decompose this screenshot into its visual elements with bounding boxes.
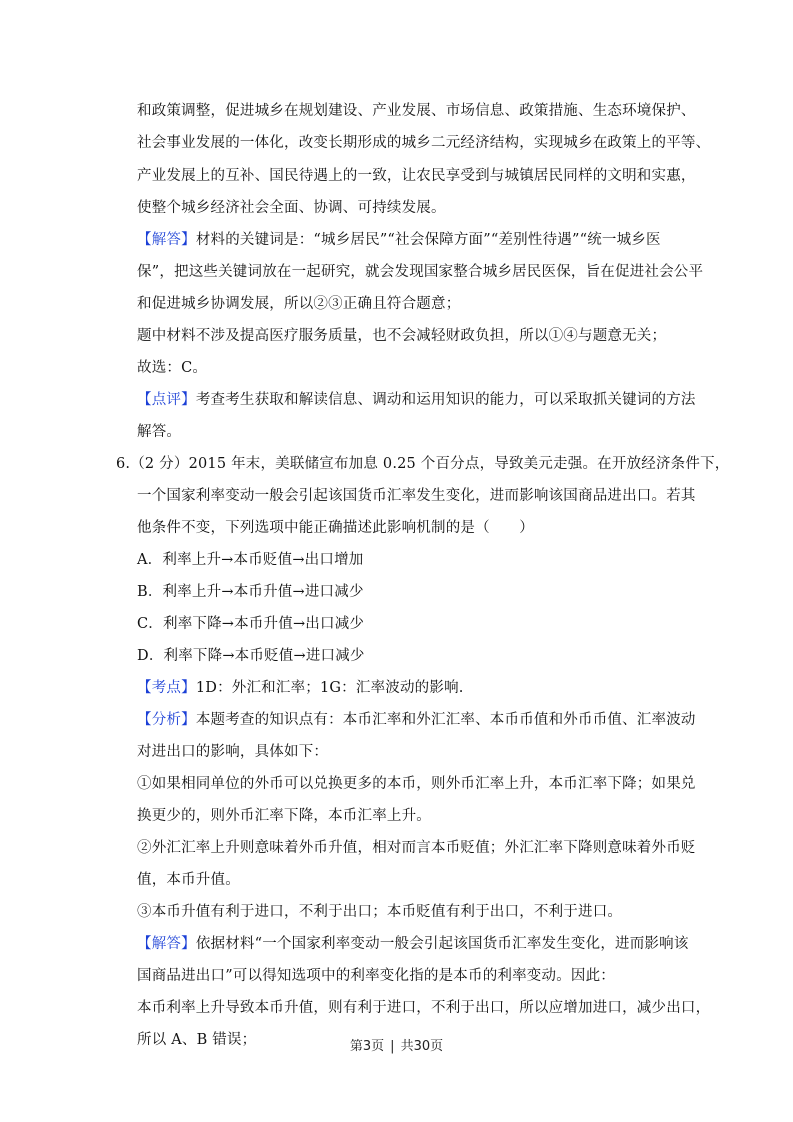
q5-comment-line-1 xyxy=(137,390,696,410)
q6-stem-line-1: 6.（2 分）2015 年末，美联储宣布加息 0.25 个百分点，导致美元走强。在开放经济条件下， xyxy=(116,456,730,472)
q5-answer-text-1: 材料的关键词是：“城乡居民”“社会保障方面”“差别性待遇”“统一城乡医 xyxy=(195,232,661,248)
intro-line-1: 和政策调整，促进城乡在规划建设、产业发展、市场信息、政策措施、生态环境保护、 xyxy=(137,103,696,119)
intro-line-4: 使整个城乡经济社会全面、协调、可持续发展。 xyxy=(137,200,446,216)
q6-analysis-text-1: 本题考查的知识点有：本币汇率和外汇汇率、本币币值和外币币值、汇率波动 xyxy=(195,712,696,728)
intro-line-3: 产业发展上的互补、国民待遇上的一致，让农民享受到与城镇居民同样的文明和实惠， xyxy=(137,168,696,184)
q6-analysis-line-3: ①如果相同单位的外币可以兑换更多的本币，则外币汇率上升，本币汇率下降；如果兑 xyxy=(137,776,696,792)
answer-tag: 【解答】 xyxy=(137,936,196,952)
q6-option-d: D．利率下降→本币贬值→进口减少 xyxy=(137,648,365,664)
q6-analysis-line-5: ②外汇汇率上升则意味着外币升值，相对而言本币贬值；外汇汇率下降则意味着外币贬 xyxy=(137,840,696,856)
q5-answer-line-3: 和促进城乡协调发展，所以②③正确且符合题意； xyxy=(137,296,461,312)
q5-answer-line-4: 题中材料不涉及提高医疗服务质量，也不会减轻财政负担，所以①④与题意无关； xyxy=(137,328,667,344)
q5-comment-text-1: 考查考生获取和解读信息、调动和运用知识的能力，可以采取抓关键词的方法 xyxy=(195,392,696,408)
analysis-tag: 【分析】 xyxy=(137,712,196,728)
q6-analysis-line-2: 对进出口的影响，具体如下： xyxy=(137,744,329,760)
q6-analysis-line-4: 换更少的，则外币汇率下降，本币汇率上升。 xyxy=(137,808,431,824)
q6-answer-line-2: 国商品进出口”可以得知选项中的利率变化指的是本币的利率变动。因此： xyxy=(137,968,616,984)
page-number: 第3页 xyxy=(349,1039,385,1054)
q6-option-c: C．利率下降→本币升值→出口减少 xyxy=(137,616,365,632)
footer-separator: | xyxy=(390,1039,395,1054)
q6-analysis-line-6: 值，本币升值。 xyxy=(137,872,240,888)
q5-comment-line-2: 解答。 xyxy=(137,424,182,440)
q6-answer-line-4: 所以 A、B 错误； xyxy=(137,1032,257,1048)
q6-answer-line-3: 本币利率上升导致本币升值，则有利于进口，不利于出口，所以应增加进口，减少出口， xyxy=(137,1000,711,1016)
q6-point-text: 1D：外汇和汇率；1G：汇率波动的影响. xyxy=(195,680,464,696)
q6-analysis-line-7: ③本币升值有利于进口，不利于出口；本币贬值有利于出口，不利于进口。 xyxy=(137,904,623,920)
intro-line-2: 社会事业发展的一体化，改变长期形成的城乡二元经济结构，实现城乡在政策上的平等、 xyxy=(137,135,711,151)
point-tag: 【考点】 xyxy=(137,680,196,696)
q6-answer-line-1 xyxy=(137,934,689,954)
q6-stem-line-3: 他条件不变，下列选项中能正确描述此影响机制的是（ ） xyxy=(137,520,534,536)
page-footer xyxy=(0,1038,793,1056)
q6-option-a: A．利率上升→本币贬值→出口增加 xyxy=(137,552,364,568)
q6-point-line xyxy=(137,678,464,698)
q6-option-b: B．利率上升→本币升值→进口减少 xyxy=(137,584,364,600)
comment-tag: 【点评】 xyxy=(137,392,196,408)
q6-stem-line-2: 一个国家利率变动一般会引起该国货币汇率发生变化，进而影响该国商品进出口。若其 xyxy=(137,488,696,504)
q5-answer-line-5: 故选：C。 xyxy=(137,360,208,376)
answer-tag: 【解答】 xyxy=(137,232,196,248)
page-total: 共30页 xyxy=(400,1039,444,1054)
q5-answer-line-1 xyxy=(137,230,661,250)
q6-answer-text-1: 依据材料“一个国家利率变动一般会引起该国货币汇率发生变化，进而影响该 xyxy=(195,936,689,952)
q6-analysis-line-1 xyxy=(137,710,696,730)
q5-answer-line-2: 保”，把这些关键词放在一起研究，就会发现国家整合城乡居民医保，旨在促进社会公平 xyxy=(137,264,704,280)
